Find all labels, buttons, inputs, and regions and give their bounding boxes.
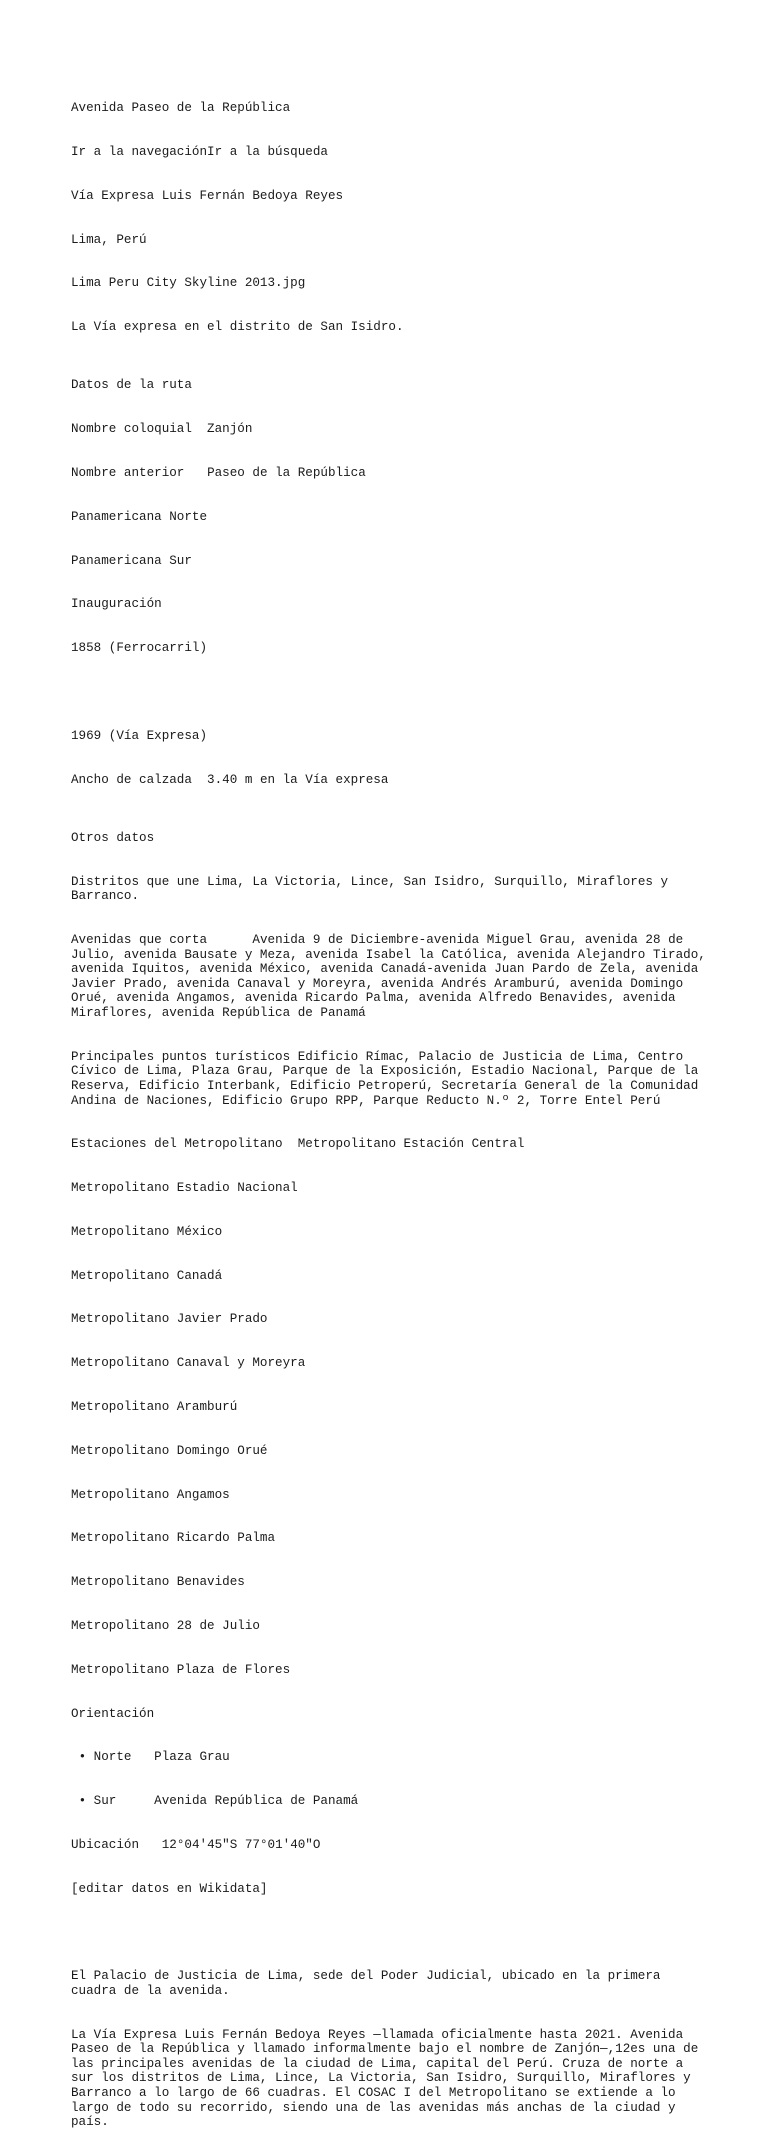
- districts-value: Lima, La Victoria, Lince, San Isidro, Surquillo, Miraflores y Barranco.: [71, 874, 676, 904]
- document-text: [71, 72, 714, 2144]
- districts-label: Distritos que une: [71, 874, 200, 889]
- avenues-value: Avenida 9 de Diciembre-avenida Miguel Grau, avenida 28 de Julio, avenida Bausate y Meza, avenida Isabel la Católica, avenida Alejandro Tirado, avenida Iquitos, avenida México, avenida Canadá-avenida Juan Pardo de Zela, avenida Javier Prado, avenida Canaval y Moreyra, avenida Andrés Aramburú, avenida Domingo Orué, avenida Angamos, avenida Ricardo Palma, avenida Alfredo Benavides, avenida Miraflores, avenida República de Panamá: [71, 933, 714, 1020]
- intro-paragraph: La Vía Expresa Luis Fernán Bedoya Reyes —llamada oficialmente hasta 2021. Avenida Paseo de la República y llamado informalmente bajo el nombre de Zanjón—,12es una de las principales avenidas de la ciudad de Lima, capital del Perú. Cruza de norte a sur los distritos de Lima, Lince, La Victoria, San Isidro, Surquillo, Miraflores y Barranco a lo largo de 66 cuadras. El COSAC I del Metropolitano se extiende a lo largo de todo su recorrido, siendo una de las avenidas más anchas de la ciudad y país.: [71, 2027, 706, 2130]
- station-item[interactable]: Metropolitano Canadá: [71, 1268, 223, 1283]
- orientation-south: [71, 1794, 711, 1809]
- inauguration-value-2: 1969 (Vía Expresa): [71, 728, 208, 743]
- tourism-value: Edificio Rímac, Palacio de Justicia de Lima, Centro Cívico de Lima, Plaza Grau, Parque de la Exposición, Estadio Nacional, Parque de la Reserva, Edificio Interbank, Edificio Petroperú, Secretaría General de la Comunidad Andina de Naciones, Edificio Grupo RPP, Parque Reducto N.º 2, Torre Entel Perú: [71, 1049, 706, 1108]
- orientation-south-value: Avenida República de Panamá: [154, 1794, 359, 1809]
- stations-row: [71, 1137, 711, 1152]
- spacer: [71, 685, 711, 700]
- width-value: 3.40 m en la Vía expresa: [207, 772, 389, 787]
- former-name-value-1: Paseo de la República: [207, 466, 366, 481]
- location-value[interactable]: 12°04′45″S 77°01′40″O: [161, 1837, 321, 1852]
- station-item[interactable]: Metropolitano Plaza de Flores: [71, 1662, 291, 1677]
- infobox-location: Lima, Perú: [71, 232, 147, 247]
- districts-row: [71, 875, 711, 904]
- station-item[interactable]: Metropolitano Ricardo Palma: [71, 1531, 276, 1546]
- route-section-title: Datos de la ruta: [71, 378, 192, 393]
- avenues-row: [71, 933, 714, 1021]
- avenues-label: Avenidas que corta: [71, 933, 208, 948]
- inauguration-label: Inauguración: [71, 597, 162, 612]
- colloquial-name-row: [71, 422, 711, 437]
- station-item[interactable]: Metropolitano Angamos: [71, 1487, 230, 1502]
- image-file-link[interactable]: Lima Peru City Skyline 2013.jpg: [71, 276, 306, 291]
- tourism-label: Principales puntos turísticos: [71, 1049, 291, 1064]
- station-item[interactable]: Metropolitano 28 de Julio: [71, 1618, 260, 1633]
- skip-links[interactable]: Ir a la navegaciónIr a la búsqueda: [71, 144, 328, 159]
- width-row: [71, 773, 711, 788]
- orientation-north-value: Plaza Grau: [154, 1750, 230, 1765]
- station-item[interactable]: Metropolitano Estadio Nacional: [71, 1181, 298, 1196]
- station-item[interactable]: Metropolitano Estación Central: [297, 1137, 525, 1152]
- other-section-title: Otros datos: [71, 830, 155, 845]
- stations-label: Estaciones del Metropolitano: [71, 1137, 283, 1152]
- tourism-row: [71, 1050, 711, 1108]
- station-item[interactable]: Metropolitano Canaval y Moreyra: [71, 1356, 306, 1371]
- spacer: [71, 1925, 711, 1940]
- image-caption: La Vía expresa en el distrito de San Isidro.: [71, 320, 404, 335]
- orientation-label: Orientación: [71, 1706, 155, 1721]
- edit-wikidata-link[interactable]: [editar datos en Wikidata]: [71, 1881, 268, 1896]
- station-item[interactable]: Metropolitano Benavides: [71, 1575, 245, 1590]
- orientation-north-dir: • Norte: [78, 1750, 132, 1765]
- station-item[interactable]: Metropolitano Javier Prado: [71, 1312, 268, 1327]
- former-name-label: Nombre anterior: [71, 466, 185, 481]
- width-label: Ancho de calzada: [71, 772, 192, 787]
- former-name-value-2: Panamericana Norte: [71, 509, 208, 524]
- station-item[interactable]: Metropolitano Aramburú: [71, 1400, 238, 1415]
- infobox-name: Vía Expresa Luis Fernán Bedoya Reyes: [71, 188, 344, 203]
- colloquial-name-label: Nombre coloquial: [71, 422, 192, 437]
- former-name-value-3: Panamericana Sur: [71, 553, 192, 568]
- station-item[interactable]: Metropolitano México: [71, 1224, 223, 1239]
- location-row: [71, 1838, 711, 1853]
- orientation-north: [71, 1750, 711, 1765]
- orientation-south-dir: • Sur: [78, 1794, 117, 1809]
- palace-caption: El Palacio de Justicia de Lima, sede del Poder Judicial, ubicado en la primera cuadra de la avenida.: [71, 1969, 669, 1998]
- colloquial-name-value: Zanjón: [207, 422, 253, 437]
- page-title: Avenida Paseo de la República: [71, 101, 291, 116]
- inauguration-value-1: 1858 (Ferrocarril): [71, 641, 208, 656]
- former-name-row: [71, 466, 711, 481]
- location-label: Ubicación: [71, 1837, 140, 1852]
- station-item[interactable]: Metropolitano Domingo Orué: [71, 1443, 268, 1458]
